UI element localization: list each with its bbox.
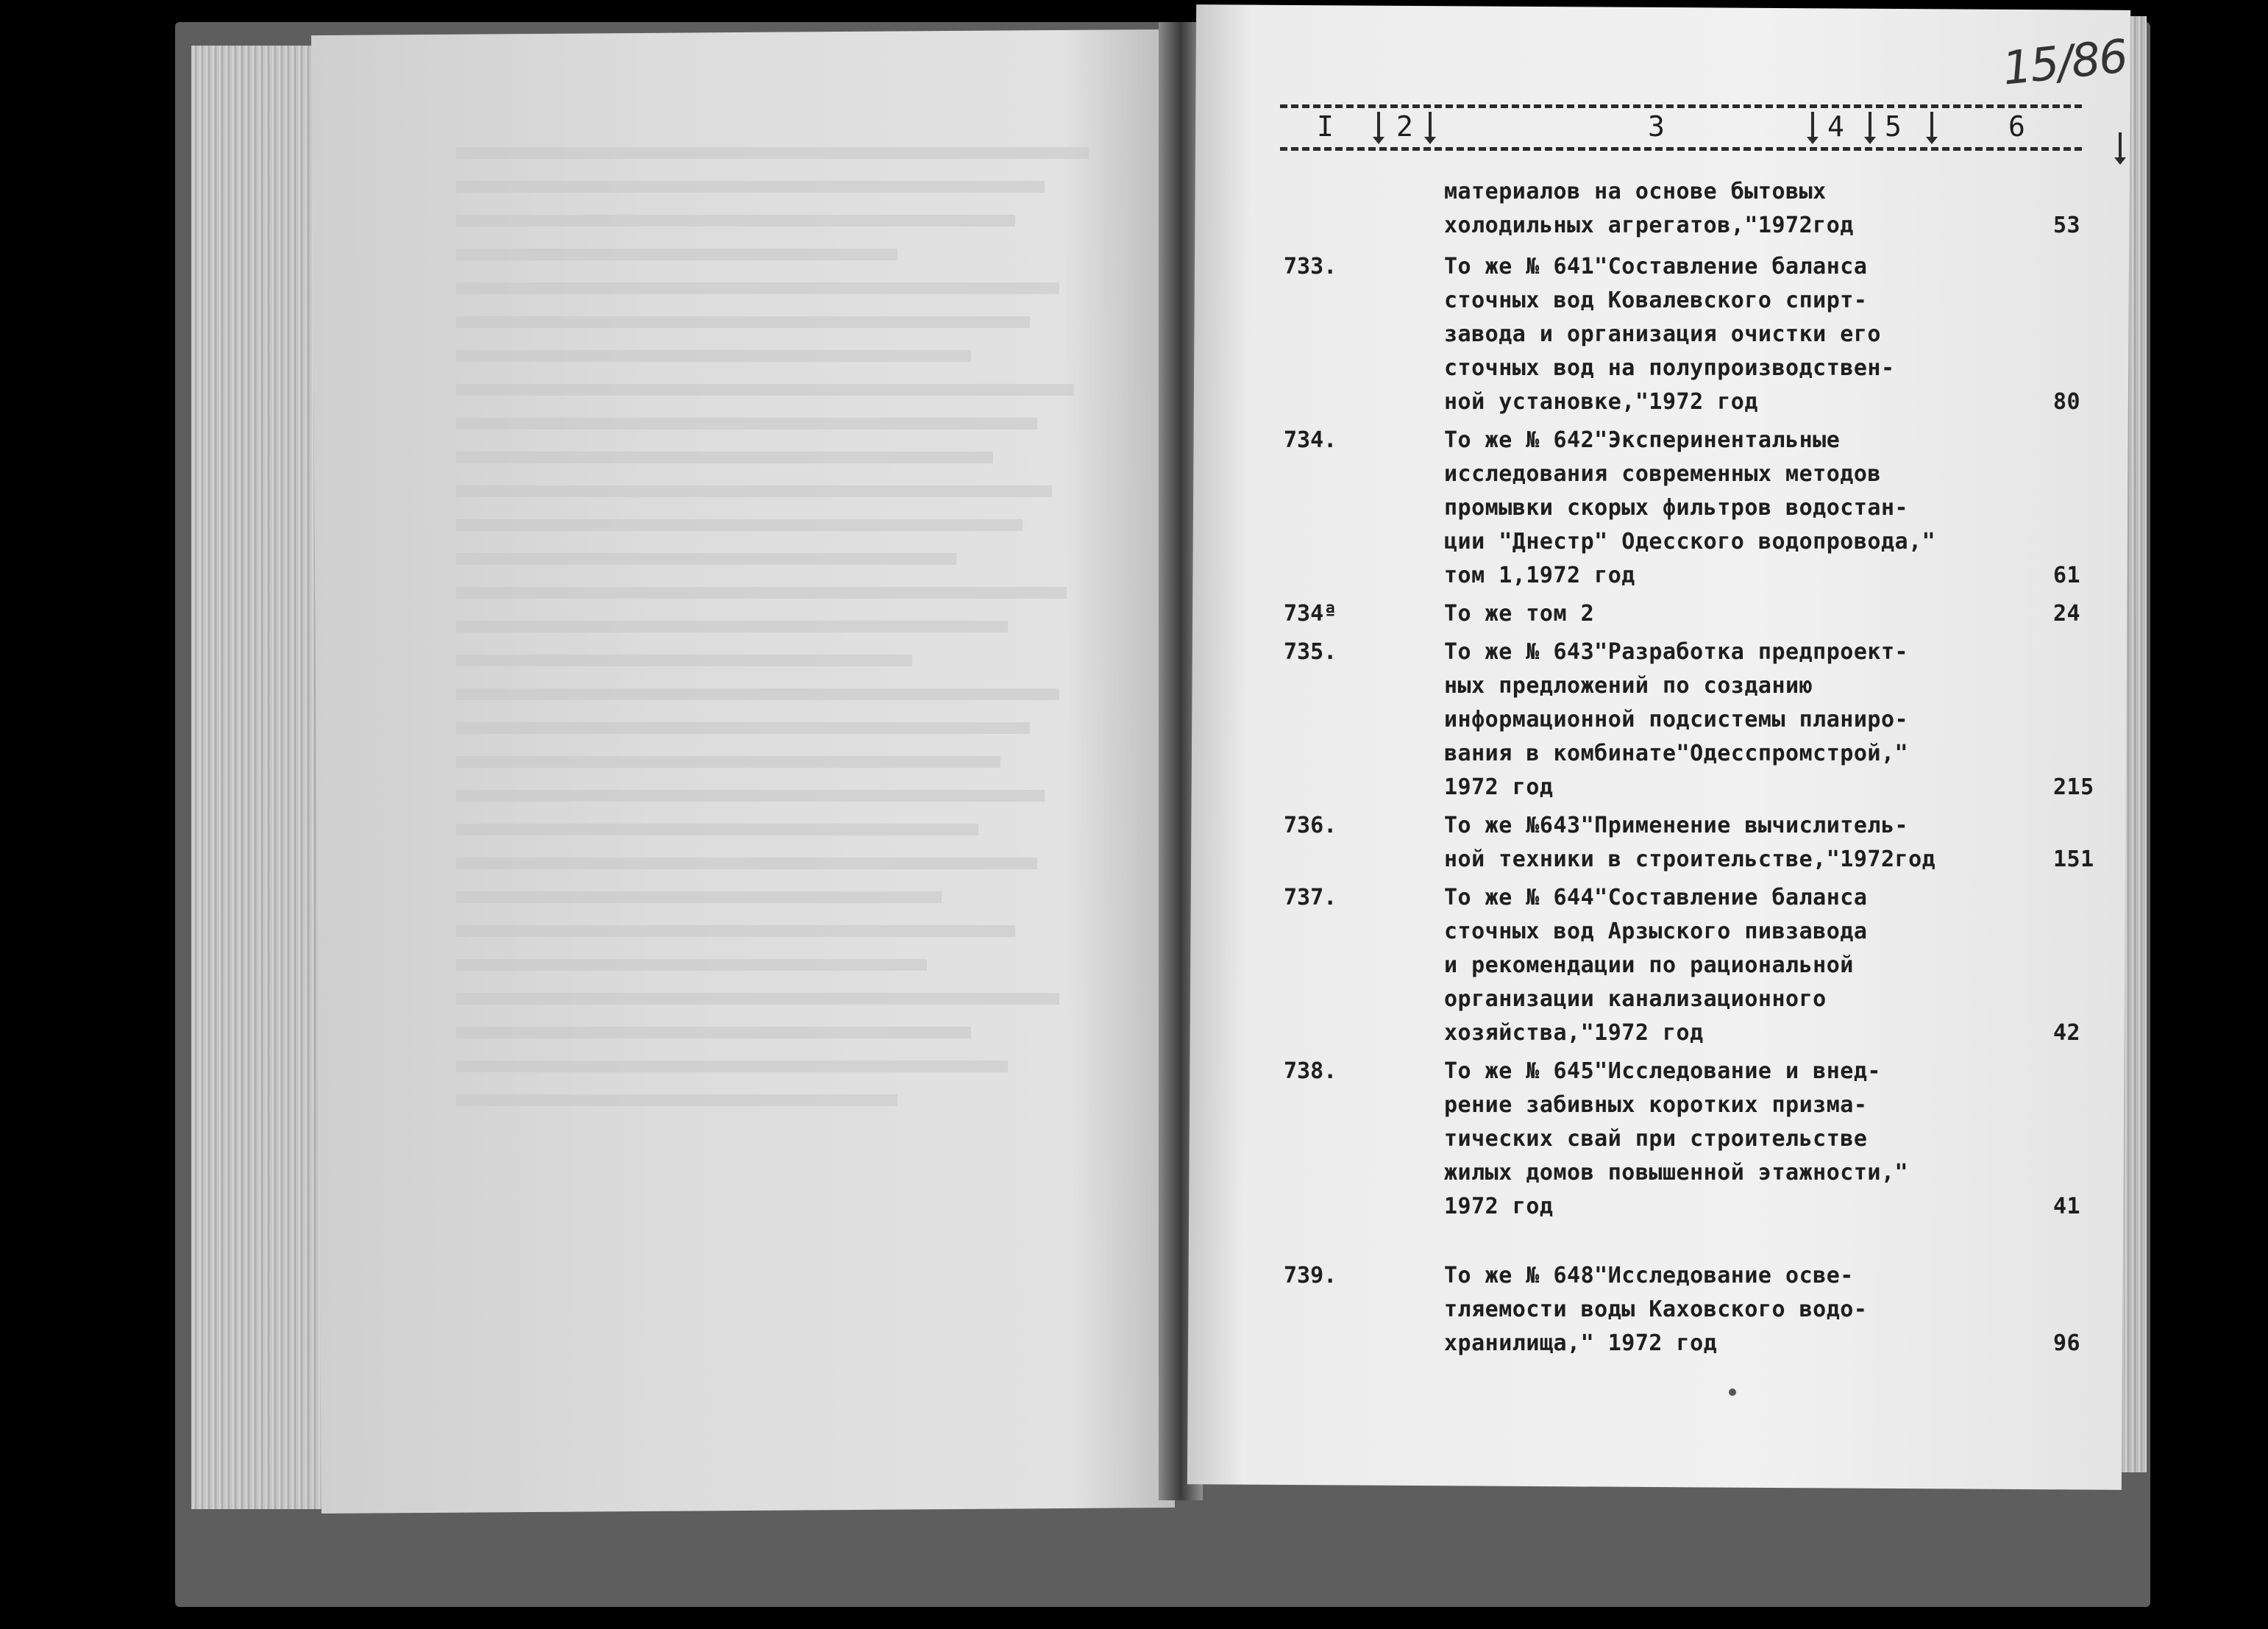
catalog-entry xyxy=(1284,809,2094,877)
catalog-entry xyxy=(1284,881,2081,1050)
entry-title-line: ной техники в строительстве,"1972год 151 xyxy=(1444,843,2019,877)
entry-number: 735. xyxy=(1284,639,1337,665)
entry-title-line: завода и организация очистки его xyxy=(1444,321,1881,347)
entry-title-line: исследования современных методов xyxy=(1444,461,1881,487)
header-separator xyxy=(1811,112,1814,143)
entry-title-line: ных предложений по созданию xyxy=(1444,673,1813,699)
entry-page-count: 151 xyxy=(2053,846,2094,872)
entry-title-line: информационной подсистемы планиро- xyxy=(1444,707,1909,732)
entry-page-count: 80 xyxy=(2053,389,2081,415)
entry-title-line: сточных вод на полупроизводствен- xyxy=(1444,355,1895,381)
entry-title-line: То же №643"Применение вычислитель- xyxy=(1444,813,1909,838)
header-separator xyxy=(1930,112,1933,143)
entry-title-line: том 1,1972 год 61 xyxy=(1444,559,2019,593)
entry-title-line: То же № 641"Составление баланса xyxy=(1444,254,1868,279)
entry-title-line: То же № 645"Исследование и внед- xyxy=(1444,1058,1881,1084)
catalog-entry xyxy=(1284,635,2094,805)
entry-page-count: 24 xyxy=(2053,601,2081,627)
entry-page-count: 96 xyxy=(2053,1330,2081,1356)
header-col-3: 3 xyxy=(1648,110,1665,143)
header-separator xyxy=(1377,112,1380,143)
header-top-rule xyxy=(1280,104,2082,108)
entry-title-line: То же № 643"Разработка предпроект- xyxy=(1444,639,1909,665)
header-separator xyxy=(1429,112,1432,143)
entry-title-line: и рекомендации по рациональной xyxy=(1444,952,1854,978)
entry-title-line: сточных вод Ковалевского спирт- xyxy=(1444,288,1868,313)
entry-title-line: материалов на основе бытовых xyxy=(1444,179,1827,204)
entry-title-line: промывки скорых фильтров водостан- xyxy=(1444,495,1909,521)
entry-title-line: холодильных агрегатов,"1972год 53 xyxy=(1444,209,2019,243)
catalog-entry xyxy=(1284,1259,2081,1361)
header-col-6: 6 xyxy=(2008,110,2025,143)
entry-title-line: То же № 648"Исследование осве- xyxy=(1444,1263,1854,1288)
entry-number: 734. xyxy=(1284,427,1337,453)
entry-title-line: 1972 год 215 xyxy=(1444,771,2019,805)
header-separator xyxy=(2119,132,2122,163)
entry-page-count: 215 xyxy=(2053,774,2094,800)
entry-title-line: ной установке,"1972 год 80 xyxy=(1444,385,2019,419)
entry-title-line: То же № 642"Эксперинентальные xyxy=(1444,427,1841,453)
header-col-5: 5 xyxy=(1885,110,1902,143)
entry-title-line: хранилища," 1972 год 96 xyxy=(1444,1327,2019,1361)
catalog-entry xyxy=(1284,250,2081,419)
catalog-entry xyxy=(1284,597,2081,631)
entry-title-line: вания в комбинате"Одесспромстрой," xyxy=(1444,741,1909,766)
header-bottom-rule xyxy=(1280,147,2082,151)
entry-title-line: рение забивных коротких призма- xyxy=(1444,1092,1868,1118)
entry-title-line: тляемости воды Каховского водо- xyxy=(1444,1297,1868,1322)
entry-title-line: 1972 год 41 xyxy=(1444,1190,2019,1224)
entry-title-line: То же том 2 24 xyxy=(1444,597,2019,631)
entry-number: 734ª xyxy=(1284,601,1337,627)
entry-number: 736. xyxy=(1284,813,1337,838)
header-col-4: 4 xyxy=(1827,110,1844,143)
folio-number: 15/86 xyxy=(1999,29,2130,96)
entry-title-line: организации канализационного xyxy=(1444,986,1827,1012)
entry-number: 738. xyxy=(1284,1058,1337,1084)
entry-page-count: 42 xyxy=(2053,1020,2081,1046)
header-col-2: 2 xyxy=(1396,110,1413,143)
catalog-entry xyxy=(1284,1055,2081,1224)
catalog-entry xyxy=(1284,175,2081,243)
header-separator xyxy=(1869,112,1871,143)
catalog-entries xyxy=(1284,175,2094,1361)
entry-page-count: 41 xyxy=(2053,1194,2081,1219)
entry-title-line: жилых домов повышенной этажности," xyxy=(1444,1160,1909,1186)
entry-page-count: 61 xyxy=(2053,563,2081,588)
entry-number: 737. xyxy=(1284,885,1337,910)
entry-title-line: То же № 644"Составление баланса xyxy=(1444,885,1868,910)
entry-page-count: 53 xyxy=(2053,213,2081,238)
entry-title-line: тических свай при строительстве xyxy=(1444,1126,1868,1152)
entry-title-line: сточных вод Арзыского пивзавода xyxy=(1444,919,1868,944)
left-page-bleed-through-text xyxy=(338,147,1074,1128)
entry-number: 733. xyxy=(1284,254,1337,279)
catalog-entry xyxy=(1284,424,2081,593)
ink-spot xyxy=(1729,1389,1736,1396)
entry-number: 739. xyxy=(1284,1263,1337,1288)
entry-title-line: ции "Днестр" Одесского водопровода," xyxy=(1444,529,1936,555)
entry-title-line: хозяйства,"1972 год 42 xyxy=(1444,1016,2019,1050)
header-col-1: I xyxy=(1317,110,1334,143)
